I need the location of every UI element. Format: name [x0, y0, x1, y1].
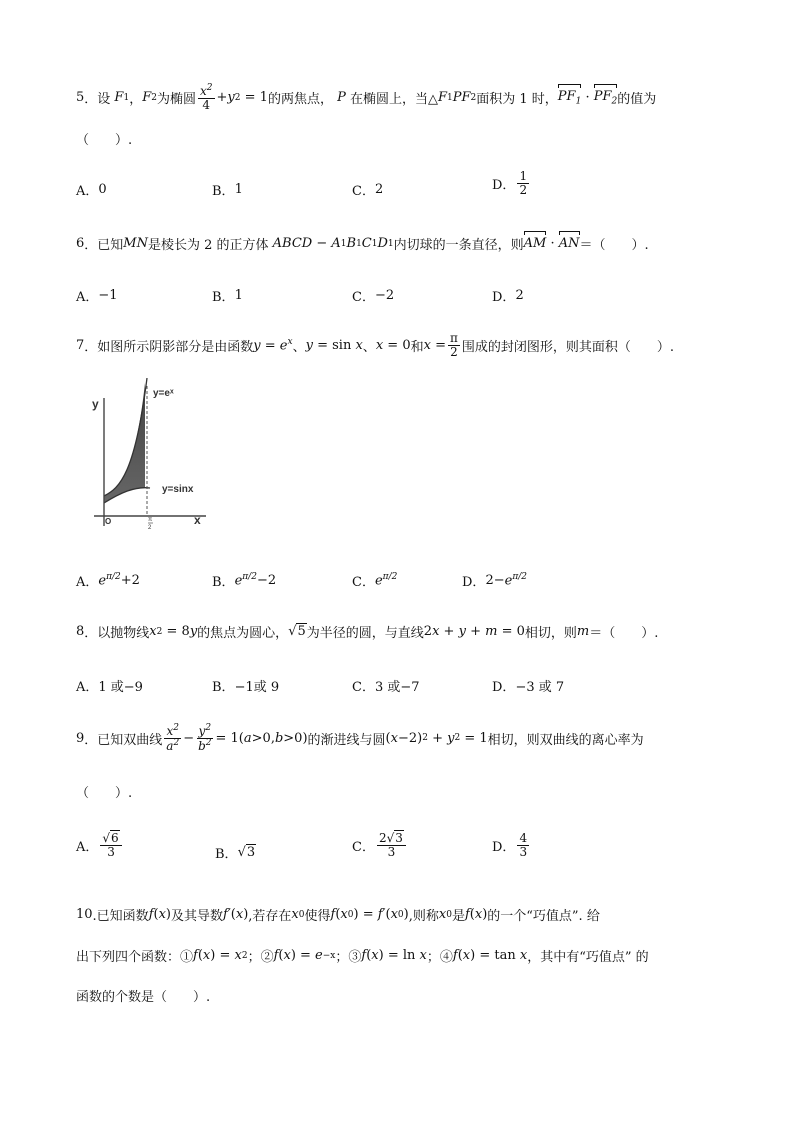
q6-stem: 6 ．已知 MN 是棱长为 2 的正方体 ABCD − A 1 B 1 C 1 D 1 内切球的一条直径，则 AM · AN ＝（ ）.: [76, 236, 649, 253]
q7-number: 7: [76, 337, 85, 353]
q10-line-2: 出下列四个函数：① f ( x ) = x 2 ；② f ( x ) = e −x ；③ f ( x ) = ln x ；④ f ( x ) = tan x ，其中有“巧值点” 的: [76, 948, 649, 965]
q5-option-b: B． 1: [212, 182, 243, 199]
origin-label: O: [105, 517, 112, 526]
q10-number: 10: [76, 907, 93, 922]
q5-stem: 5 ．设 F 1 ， F 2 为椭圆 $\frac{x^2}{4}$ + y 2 = 1 的两焦点， P 在椭圆上，当△ F 1 PF 2 面积为 1 时， $PF_1$ · $PF_2$ 的值为: [76, 83, 657, 112]
q9-stem: 9 ．已知双曲线 $\frac{x^2}{a^2}$ − $\frac{y^2}{b^2}$ = 1( a >0, b >0) 的渐进线与圆 ( x −2) 2 + y 2 = 1 相切，则双曲线的离心率为: [76, 723, 644, 753]
exp-label: y=eˣ: [153, 388, 174, 399]
q6-number: 6: [76, 236, 85, 251]
q5-paren: （ ）.: [76, 133, 133, 148]
q5-option-d: D． $\frac{1}{2}$: [492, 169, 528, 197]
q8-option-b: B． −1或 9: [212, 680, 280, 695]
q7-option-d: D． 2− $e^{\pi/2}$: [462, 572, 527, 590]
two-label: 2: [148, 525, 152, 531]
q6-option-c: C． −2: [352, 288, 395, 305]
shaded-region: [104, 383, 145, 503]
q5-number: 5: [76, 90, 85, 106]
q7-option-b: B． $e^{\pi/2}$ −2: [212, 572, 277, 590]
q9-option-d: D． $\frac{4}{3}$: [492, 831, 528, 859]
q9-option-b: B． √3: [215, 845, 256, 862]
q6-option-a: A． −1: [76, 288, 118, 305]
q9-option-c: C． $\frac{2√3}{3}$: [352, 832, 408, 858]
pi-label: π: [148, 517, 153, 523]
q8-option-c: C． 3 或−7: [352, 680, 420, 695]
q8-option-d: D． −3 或 7: [492, 680, 565, 695]
q10-line-1: 10 .已知函数 f ( x ) 及其导数 f′ ( x ) ,若存在 x 0 使得 f ( x 0 ) = f′ ( x 0 ) ,则称 x 0 是 f ( x ) 的一个“巧值点”. 给: [76, 907, 600, 924]
q7-option-c: C． $e^{\pi/2}$: [352, 572, 398, 590]
vector-am: AM: [523, 236, 547, 251]
q5-option-a: A． 0: [76, 182, 107, 199]
vector-pf1: $PF_1$: [557, 88, 582, 107]
q5-option-d-fraction: $\frac{1}{2}$: [519, 169, 528, 197]
q7-option-a: A． $e^{\pi/2}$ +2: [76, 572, 140, 590]
q8-option-a: A． 1 或−9: [76, 680, 143, 695]
q10-line-3: 函数的个数是（ ）.: [76, 990, 211, 1005]
q6-option-b: B． 1: [212, 288, 243, 305]
x-axis-label: x: [194, 513, 201, 527]
q9-option-a: A． $\frac{√6}{3}$: [76, 832, 124, 858]
y-axis-label: y: [92, 397, 99, 411]
q5-option-c: C． 2: [352, 182, 384, 199]
q8-stem: 8 ．以抛物线 x 2 = 8 y 的焦点为圆心， √5 为半径的圆，与直线 2 x + y + m = 0 相切，则 m ＝（ ）.: [76, 624, 659, 641]
q6-option-d: D． 2: [492, 288, 524, 305]
q7-stem: 7 ．如图所示阴影部分是由函数 $y = e^x$ 、 y = sin x 、 x = 0 和 x = $\frac{\pi}{2}$ 围成的封闭图形，则其面积（ ）.: [76, 331, 675, 359]
q9-paren: （ ）.: [76, 786, 133, 801]
vector-an: AN: [558, 236, 580, 251]
q7-figure: [80, 378, 230, 538]
vector-pf2: $PF_2$: [593, 88, 618, 107]
q8-number: 8: [76, 624, 85, 639]
q9-number: 9: [76, 730, 85, 746]
ellipse-fraction: $\frac{x^2}{4}$: [199, 83, 213, 112]
sin-label: y=sinx: [162, 484, 194, 495]
